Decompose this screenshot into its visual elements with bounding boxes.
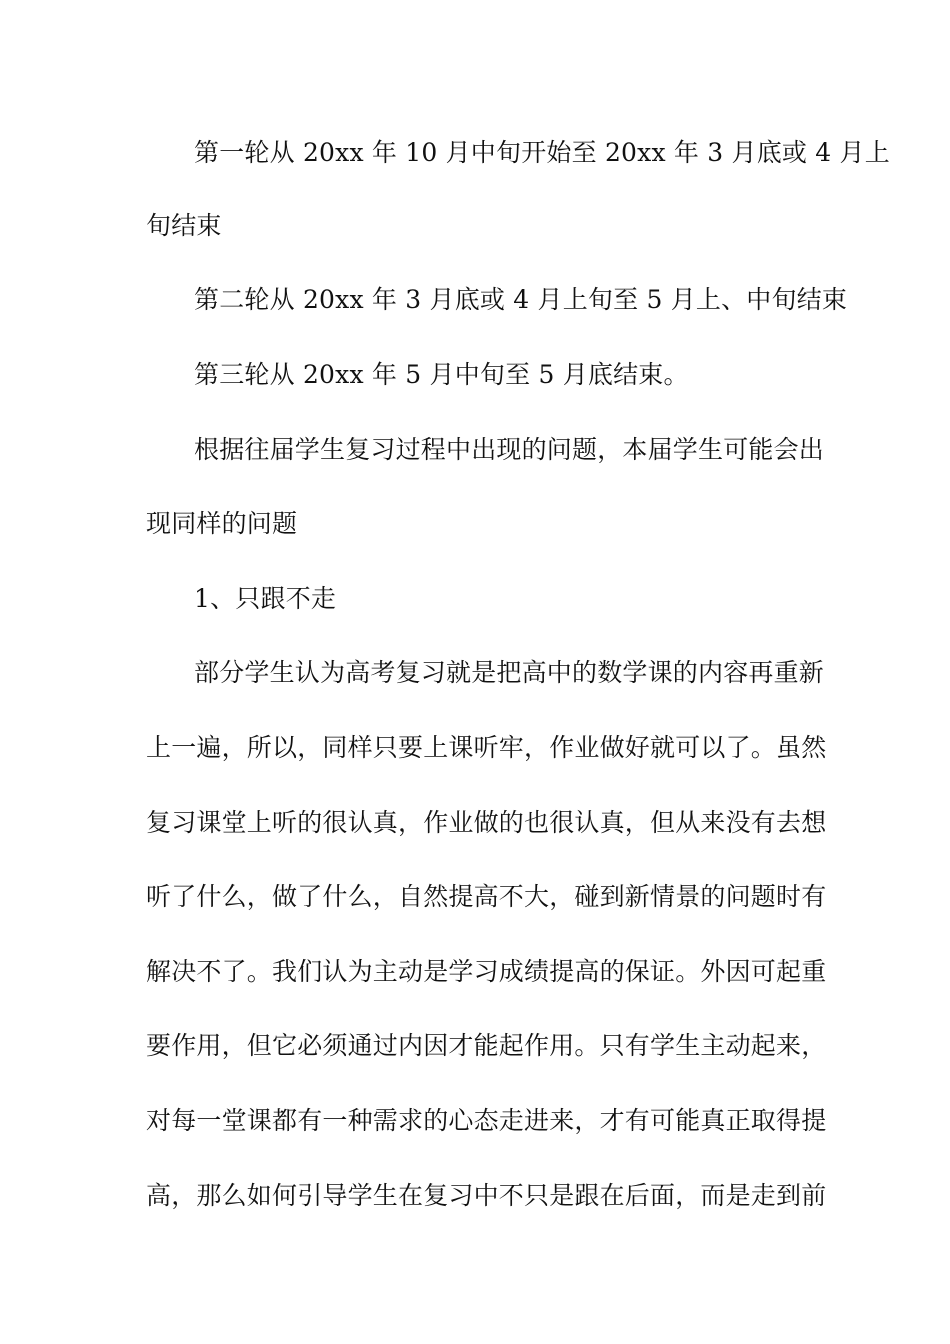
paragraph-line: 第二轮从 20xx 年 3 月底或 4 月上旬至 5 月上、中旬结束 bbox=[194, 285, 848, 314]
paragraph-line: 第三轮从 20xx 年 5 月中旬至 5 月底结束。 bbox=[194, 360, 689, 389]
paragraph-line: 听了什么，做了什么，自然提高不大，碰到新情景的问题时有 bbox=[146, 882, 827, 911]
paragraph-line: 上一遍，所以，同样只要上课听牢，作业做好就可以了。虽然 bbox=[146, 733, 827, 762]
paragraph-line: 根据往届学生复习过程中出现的问题，本届学生可能会出 bbox=[194, 435, 825, 464]
paragraph-line: 旬结束 bbox=[146, 211, 222, 240]
paragraph-line: 对每一堂课都有一种需求的心态走进来，才有可能真正取得提 bbox=[146, 1106, 827, 1135]
paragraph-line: 复习课堂上听的很认真，作业做的也很认真，但从来没有去想 bbox=[146, 808, 827, 837]
paragraph-line: 部分学生认为高考复习就是把高中的数学课的内容再重新 bbox=[194, 658, 825, 687]
paragraph-line: 要作用，但它必须通过内因才能起作用。只有学生主动起来， bbox=[146, 1031, 827, 1060]
paragraph-line: 现同样的问题 bbox=[146, 509, 298, 538]
paragraph-line: 第一轮从 20xx 年 10 月中旬开始至 20xx 年 3 月底或 4 月上 bbox=[194, 138, 890, 167]
paragraph-line: 解决不了。我们认为主动是学习成绩提高的保证。外因可起重 bbox=[146, 957, 827, 986]
paragraph-line: 高，那么如何引导学生在复习中不只是跟在后面，而是走到前 bbox=[146, 1181, 827, 1210]
list-heading: 1、只跟不走 bbox=[194, 584, 337, 613]
